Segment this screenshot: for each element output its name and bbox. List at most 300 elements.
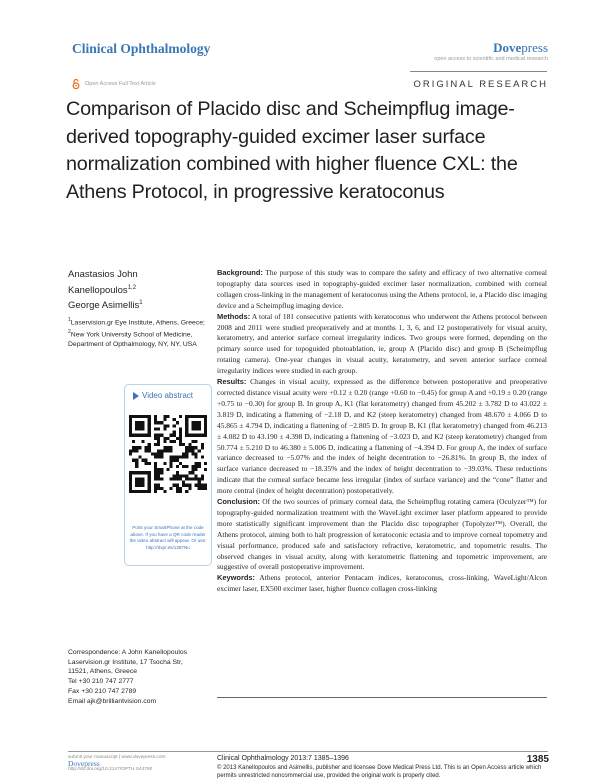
qr-module [157, 440, 160, 443]
qr-module [135, 446, 138, 449]
abstract-conclusion [217, 497, 547, 573]
corr-line-1: Correspondence: A John Kanellopoulos [68, 649, 188, 656]
qr-module [148, 431, 151, 434]
qr-module [198, 434, 201, 437]
qr-module [166, 468, 169, 471]
qr-module [176, 474, 179, 477]
qr-module [163, 440, 166, 443]
qr-module [198, 477, 201, 480]
qr-module [188, 434, 191, 437]
publisher-logo [493, 40, 548, 56]
qr-module [154, 462, 157, 465]
qr-module [195, 446, 198, 449]
qr-module [185, 484, 188, 487]
qr-module [141, 440, 144, 443]
qr-module [179, 462, 182, 465]
video-abstract-header[interactable] [133, 391, 193, 400]
keywords-label: Keywords: [217, 573, 256, 583]
qr-module [129, 415, 132, 418]
qr-module [157, 443, 160, 446]
doi-link[interactable]: http://dx.doi.org/10.2147/OPTH.S44790 [68, 767, 153, 772]
qr-module [129, 424, 132, 427]
qr-module [201, 456, 204, 459]
footer-brand: Dovepress [68, 759, 100, 768]
qr-module [160, 471, 163, 474]
qr-module [188, 446, 191, 449]
qr-module [195, 415, 198, 418]
qr-module [141, 490, 144, 493]
qr-module [148, 424, 151, 427]
qr-module [138, 481, 141, 484]
qr-module [195, 462, 198, 465]
qr-module [129, 490, 132, 493]
qr-module [129, 471, 132, 474]
author-list [68, 268, 198, 313]
qr-module [154, 490, 157, 493]
qr-module [188, 449, 191, 452]
qr-module [188, 443, 191, 446]
abstract-results [217, 377, 547, 497]
affil-2-sup: 2 [68, 328, 71, 335]
qr-module [154, 484, 157, 487]
qr-module [132, 440, 135, 443]
qr-module [160, 468, 163, 471]
qr-module [185, 434, 188, 437]
corr-line-5: Fax +30 210 747 2789 [68, 687, 137, 695]
qr-module [157, 421, 160, 424]
qr-module [138, 424, 141, 427]
qr-module [135, 481, 138, 484]
qr-module [191, 446, 194, 449]
abstract [217, 268, 547, 595]
keywords-text: Athens protocol, anterior Pentacam indices, keratoconus, cross-linking, WaveLight/Alcon excimer laser, EX500 excimer laser, higher fluence collagen cross-linking [217, 573, 547, 594]
qr-module [185, 415, 188, 418]
qr-module [148, 477, 151, 480]
qr-module [182, 452, 185, 455]
qr-module [198, 449, 201, 452]
qr-module [138, 421, 141, 424]
qr-module [170, 434, 173, 437]
qr-module [195, 427, 198, 430]
qr-module [163, 427, 166, 430]
qr-module [135, 427, 138, 430]
methods-text: A total of 181 consecutive patients with keratoconus who underwent the Athens protocol between 2008 and 2011 were studied preoperatively and at months 1, 3, 6, and 12 postoperatively for visual acuity, keratometry, and anterior surface corneal irregularity indices. Two groups were formed, depending on the primary source used for topoguided photoablation, ie, group A (Placido disc) and group B (Scheimpflug rotating camera). One-year changes in visual acuity, keratometry, and seven anterior surface corneal irregularity indices were studied in each group. [217, 311, 547, 376]
corr-email[interactable]: Email ajk@brilliantvision.com [68, 697, 157, 705]
qr-module [148, 487, 151, 490]
qr-module [157, 484, 160, 487]
qr-module [185, 418, 188, 421]
qr-module [138, 427, 141, 430]
conclusion-label: Conclusion: [217, 497, 260, 507]
qr-module [182, 465, 185, 468]
qr-module [185, 465, 188, 468]
qr-module [132, 459, 135, 462]
qr-module [163, 490, 166, 493]
qr-module [141, 415, 144, 418]
qr-module [145, 446, 148, 449]
qr-module [160, 487, 163, 490]
qr-module [191, 452, 194, 455]
qr-module [195, 477, 198, 480]
qr-module [138, 477, 141, 480]
qr-module [195, 424, 198, 427]
qr-module [141, 427, 144, 430]
abstract-methods [217, 312, 547, 377]
qr-module [176, 465, 179, 468]
qr-module [132, 446, 135, 449]
qr-module [157, 468, 160, 471]
qr-module [160, 421, 163, 424]
qr-module [148, 427, 151, 430]
qr-module [157, 474, 160, 477]
qr-module [179, 440, 182, 443]
qr-module [157, 449, 160, 452]
correspondence [68, 648, 208, 706]
qr-module [157, 456, 160, 459]
qr-module [132, 415, 135, 418]
qr-module [166, 437, 169, 440]
qr-module [195, 452, 198, 455]
qr-module [198, 465, 201, 468]
qr-module [135, 477, 138, 480]
qr-module [135, 424, 138, 427]
qr-module [204, 468, 207, 471]
qr-module [154, 487, 157, 490]
qr-module [141, 421, 144, 424]
qr-module [141, 484, 144, 487]
qr-module [157, 452, 160, 455]
qr-module [173, 434, 176, 437]
qr-module [138, 446, 141, 449]
qr-module [129, 418, 132, 421]
qr-module [135, 465, 138, 468]
footer-divider [68, 751, 548, 752]
qr-module [173, 418, 176, 421]
qr-module [166, 415, 169, 418]
qr-module [145, 462, 148, 465]
qr-module [154, 468, 157, 471]
qr-module [198, 487, 201, 490]
results-text: Changes in visual acuity, expressed as the difference between postoperative and preoperative corrected distance visual acuity were +0.12 ± 0.20 (range +0.60 to −0.45) for group A and +0.19 ± 0.20 (range +0.75 to −0.30) for group B. In group A, K1 (flat keratometry) changed from 45.202 ± 3.782 D to 43.022 ± 3.819 D, indicating a flattening of −2.18 D, and K2 (steep keratometry) changed from 48.670 ± 4.066 D to 45.865 ± 4.794 D, indicating a flattening of −2.805 D. In group B, K1 (flat keratometry) changed from 46.213 ± 4.082 D to 43.190 ± 4.398 D, indicating a flattening of −3.023 D, and K2 (steep keratometry) changed from 50.774 ± 5.210 D to 46.380 ± 5.006 D, indicating a flattening of −4.394 D. For group A, the index of surface variance decreased to −5.07% and the index of height decentration to −26.81%. In group B, the index of surface variance decreased to −18.35% and the index of height decentration to −39.03%. These reductions indicate that the corneal surface became less irregular (index of surface variance) and the “cone” flatter and more central (index of height decentration) postoperatively. [217, 377, 547, 496]
author-2-sup: 1,2 [127, 284, 137, 291]
abstract-background [217, 268, 547, 312]
qr-module [173, 474, 176, 477]
qr-module [204, 418, 207, 421]
qr-module [182, 456, 185, 459]
video-abstract-box[interactable] [124, 384, 212, 566]
qr-module [138, 490, 141, 493]
qr-module [185, 477, 188, 480]
qr-module [191, 468, 194, 471]
qr-module [191, 449, 194, 452]
qr-module [191, 440, 194, 443]
qr-module [176, 456, 179, 459]
qr-module [141, 477, 144, 480]
qr-module [157, 471, 160, 474]
qr-module [170, 477, 173, 480]
qr-module [154, 427, 157, 430]
qr-module [201, 477, 204, 480]
header-divider [410, 71, 547, 72]
qr-module [151, 452, 154, 455]
qr-module [132, 434, 135, 437]
qr-module [198, 424, 201, 427]
qr-module [157, 434, 160, 437]
abstract-keywords [217, 573, 547, 595]
qr-module [176, 490, 179, 493]
qr-module [198, 427, 201, 430]
open-access-lock-icon [72, 79, 80, 89]
qr-module [160, 477, 163, 480]
qr-module [188, 484, 191, 487]
qr-module [145, 490, 148, 493]
corr-line-2: Laservision.gr Institute, 17 Tsocha Str, [68, 658, 183, 666]
qr-module [185, 424, 188, 427]
qr-module [170, 449, 173, 452]
qr-module [145, 471, 148, 474]
qr-module [129, 487, 132, 490]
qr-module [204, 415, 207, 418]
qr-module [188, 471, 191, 474]
qr-module [135, 484, 138, 487]
qr-module [188, 477, 191, 480]
qr-module [148, 415, 151, 418]
results-label: Results: [217, 377, 247, 387]
qr-module [138, 471, 141, 474]
qr-module [170, 465, 173, 468]
qr-module [145, 459, 148, 462]
qr-module [179, 456, 182, 459]
video-abstract-caption: Point your SmartPhone at the code above. If you have a QR code reader the video abstract will appear. Or use: http://dvpr.es/1387Nu [129, 525, 207, 550]
qr-module [170, 456, 173, 459]
page-number: 1385 [526, 754, 549, 765]
publisher-tagline: open access to scientific and medical research [434, 56, 548, 62]
qr-module [204, 424, 207, 427]
qr-module [148, 481, 151, 484]
qr-module [173, 477, 176, 480]
qr-module [204, 421, 207, 424]
affiliations [68, 316, 208, 349]
qr-module [191, 434, 194, 437]
video-abstract-label: Video abstract [142, 391, 193, 400]
qr-module [157, 487, 160, 490]
qr-module [163, 449, 166, 452]
qr-module [201, 474, 204, 477]
qr-module [195, 456, 198, 459]
qr-module [160, 456, 163, 459]
qr-module [173, 424, 176, 427]
qr-module [141, 424, 144, 427]
qr-module [129, 421, 132, 424]
qr-module [154, 443, 157, 446]
qr-module [148, 484, 151, 487]
qr-module [129, 434, 132, 437]
abstract-divider [217, 697, 547, 698]
qr-module [154, 415, 157, 418]
qr-module [141, 459, 144, 462]
qr-module [154, 474, 157, 477]
qr-module [173, 431, 176, 434]
qr-module [135, 490, 138, 493]
background-text: The purpose of this study was to compare the safety and efficacy of two alternative corneal topography data sources used in topography-guided excimer laser normalization, combined with corneal collagen cross-linking in the management of keratoconus using the Athens protocol, ie, a Placido disc imaging device and a Scheimpflug imaging device. [217, 268, 547, 310]
publisher-bold: Dove [493, 40, 522, 55]
qr-module [148, 418, 151, 421]
qr-module [148, 462, 151, 465]
qr-module [163, 446, 166, 449]
qr-module [195, 474, 198, 477]
author-3-line [68, 297, 198, 313]
qr-module [188, 487, 191, 490]
qr-module [201, 484, 204, 487]
qr-module [201, 487, 204, 490]
qr-module [198, 462, 201, 465]
qr-module [185, 427, 188, 430]
qr-module [166, 446, 169, 449]
qr-module [195, 468, 198, 471]
qr-module [191, 427, 194, 430]
qr-module [179, 437, 182, 440]
qr-module [148, 474, 151, 477]
qr-module [163, 462, 166, 465]
qr-module [135, 459, 138, 462]
qr-module [179, 427, 182, 430]
qr-module [182, 481, 185, 484]
qr-module [191, 421, 194, 424]
qr-module [135, 471, 138, 474]
qr-module [148, 446, 151, 449]
qr-module [191, 465, 194, 468]
affil-1: Laservision.gr Eye Institute, Athens, Greece; [70, 319, 205, 327]
conclusion-text: Of the two sources of primary corneal data, the Scheimpflug rotating camera (Oculyzer™) for topography-guided normalization treatment with the WaveLight excimer laser platform appeared to provide more statistically significant improvement than the Placido disc topographer (Topolyzer™). Overall, the Athens protocol, aiming both to halt progression of keratoconic ectasia and to improve corneal topometry and visual performance, produced safe and satisfactory refractive, keratometric, and topometric results. The observed changes in visual acuity, along with keratometric flattening and topometric improvement, are suggestive of overall postoperative improvement. [217, 497, 548, 572]
qr-module [185, 431, 188, 434]
qr-module [160, 434, 163, 437]
qr-module [132, 471, 135, 474]
affil-2: New York University School of Medicine, Department of Opthalmology, NY, NY, USA [68, 331, 197, 348]
qr-module [138, 415, 141, 418]
article-type: ORIGINAL RESEARCH [413, 79, 548, 90]
qr-module [204, 431, 207, 434]
qr-module [160, 449, 163, 452]
qr-module [179, 443, 182, 446]
journal-name: Clinical Ophthalmology [72, 41, 211, 56]
author-2: Kanellopoulos [68, 284, 128, 296]
methods-label: Methods: [217, 311, 251, 321]
qr-module [176, 437, 179, 440]
qr-module [198, 484, 201, 487]
author-3-sup: 1 [139, 300, 143, 307]
qr-module [154, 437, 157, 440]
qr-module [148, 434, 151, 437]
qr-module [170, 440, 173, 443]
qr-module [166, 424, 169, 427]
open-access-label [72, 79, 156, 89]
qr-module [195, 440, 198, 443]
qr-module [145, 415, 148, 418]
qr-module [141, 434, 144, 437]
qr-module [185, 421, 188, 424]
qr-module [185, 456, 188, 459]
footer-license: © 2013 Kanellopoulos and Asimellis, publisher and licensee Dove Medical Press Ltd. This is an Open Access article which permits unrestricted noncommercial use, provided the original work is properly cited. [217, 765, 542, 779]
qr-module [204, 427, 207, 430]
qr-module [179, 490, 182, 493]
qr-module [148, 443, 151, 446]
author-2-line [68, 282, 198, 298]
play-icon [133, 392, 139, 400]
qr-module [191, 424, 194, 427]
qr-module [154, 418, 157, 421]
qr-module [185, 490, 188, 493]
qr-module [148, 421, 151, 424]
qr-module [198, 415, 201, 418]
qr-module [182, 484, 185, 487]
submit-link[interactable]: submit your manuscript | www.dovepress.com [68, 755, 166, 760]
qr-module [148, 471, 151, 474]
qr-module [176, 471, 179, 474]
qr-module [157, 427, 160, 430]
qr-module [135, 449, 138, 452]
corr-line-3: 11521, Athens, Greece [68, 668, 138, 676]
qr-module [166, 449, 169, 452]
qr-module [170, 487, 173, 490]
qr-module [154, 465, 157, 468]
qr-module [176, 477, 179, 480]
affil-1-sup: 1 [68, 317, 71, 323]
qr-module [179, 487, 182, 490]
qr-module [135, 415, 138, 418]
qr-module [179, 434, 182, 437]
qr-module [191, 415, 194, 418]
open-access-text: Open Access Full Text Article [85, 81, 156, 87]
qr-module [179, 415, 182, 418]
qr-module [163, 437, 166, 440]
qr-code[interactable] [129, 415, 207, 493]
qr-module [129, 484, 132, 487]
qr-module [129, 431, 132, 434]
qr-module [145, 449, 148, 452]
qr-module [195, 484, 198, 487]
qr-module [129, 477, 132, 480]
qr-module [170, 462, 173, 465]
qr-module [195, 421, 198, 424]
qr-module [148, 490, 151, 493]
qr-module [163, 415, 166, 418]
qr-module [204, 462, 207, 465]
qr-module [132, 449, 135, 452]
qr-module [173, 440, 176, 443]
qr-module [179, 431, 182, 434]
qr-module [145, 434, 148, 437]
qr-module [129, 474, 132, 477]
qr-module [201, 443, 204, 446]
qr-module [191, 477, 194, 480]
qr-module [176, 487, 179, 490]
qr-module [141, 481, 144, 484]
background-label: Background: [217, 268, 263, 277]
qr-module [157, 477, 160, 480]
qr-module [188, 415, 191, 418]
qr-module [185, 449, 188, 452]
qr-module [182, 474, 185, 477]
publisher-rest: press [521, 40, 548, 55]
qr-module [195, 434, 198, 437]
qr-module [204, 434, 207, 437]
footer-citation: Clinical Ophthalmology 2013:7 1385–1396 [217, 755, 349, 762]
qr-module [185, 452, 188, 455]
qr-module [135, 462, 138, 465]
qr-module [204, 487, 207, 490]
qr-module [179, 477, 182, 480]
qr-module [176, 484, 179, 487]
